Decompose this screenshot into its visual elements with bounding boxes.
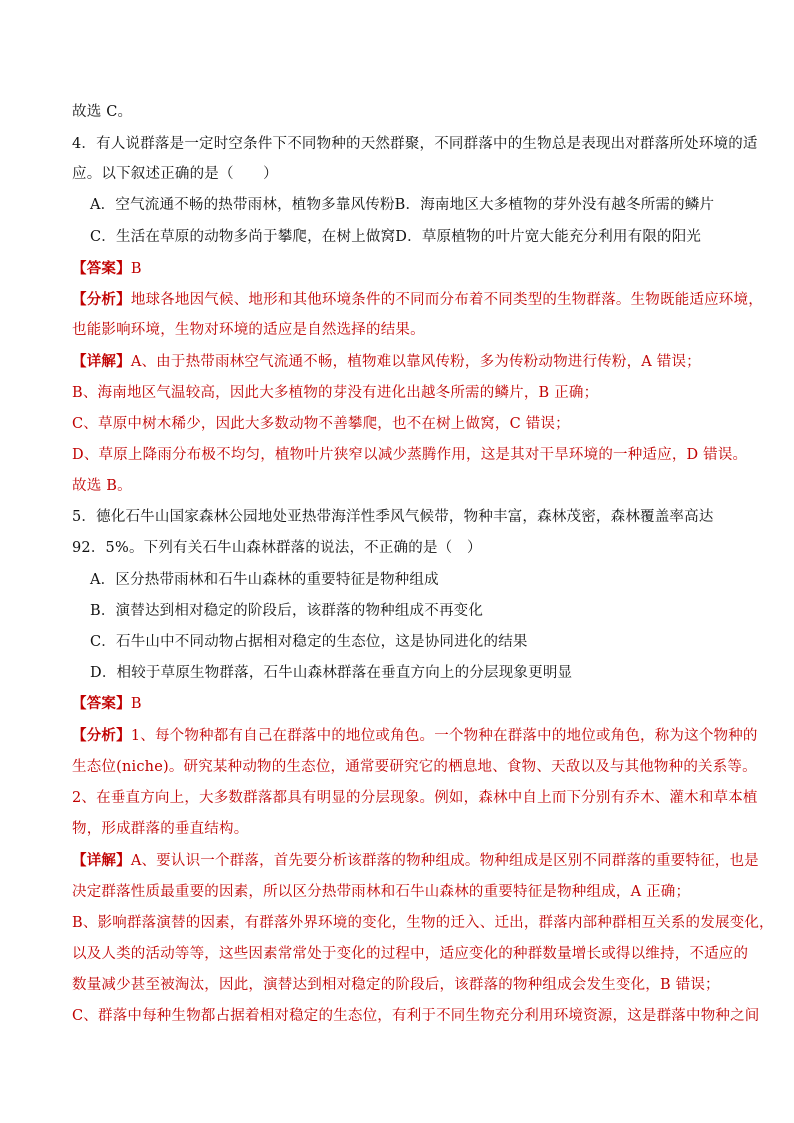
detail-text: A、由于热带雨林空气流通不畅，植物难以靠风传粉，多为传粉动物进行传粉，A 错误； — [130, 354, 701, 370]
text-line: 故选 C。 — [72, 104, 133, 120]
option-d: D．草原植物的叶片宽大能充分利用有限的阳光 — [395, 229, 702, 245]
detail-text-c: C、草原中树木稀少，因此大多数动物不善攀爬，也不在树上做窝，C 错误； — [72, 416, 570, 432]
analysis-line — [72, 290, 763, 310]
answer-tag: 【答案】 — [72, 695, 131, 712]
option-c: C．石牛山中不同动物占据相对稳定的生态位，这是协同进化的结果 — [90, 634, 528, 650]
analysis-tag: 【分析】 — [72, 291, 131, 308]
analysis-text-cont: 物，形成群落的垂直结构。 — [72, 821, 249, 837]
detail-text: A、要认识一个群落，首先要分析该群落的物种组成。物种组成是区别不同群落的重要特征，也是 — [130, 853, 759, 869]
detail-line — [72, 352, 744, 372]
detail-text-d: D、草原上降雨分布极不均匀，植物叶片狭窄以减少蒸腾作用，这是其对干旱环境的一种适应，D 错误。 — [72, 447, 748, 463]
detail-text-c: C、群落中每种生物都占据着相对稳定的生态位，有利于不同生物充分利用环境资源，这是群落中物种之间 — [72, 1008, 760, 1024]
option-b: B．海南地区大多植物的芽外没有越冬所需的鳞片 — [394, 197, 715, 213]
option-d: D．相较于草原生物群落，石牛山森林群落在垂直方向上的分层现象更明显 — [90, 665, 573, 681]
detail-text-cont: 数量减少甚至被淘汰，因此，演替达到相对稳定的阶段后，该群落的物种组成会发生变化，B 错误； — [72, 977, 720, 993]
detail-line — [72, 851, 759, 871]
option-b: B．演替达到相对稳定的阶段后，该群落的物种组成不再变化 — [90, 603, 484, 619]
analysis-line — [72, 726, 758, 746]
analysis-text: 1、每个物种都有自己在群落中的地位或角色。一个物种在群落中的地位或角色，称为这个物种的 — [130, 728, 758, 744]
analysis-text-cont: 2、在垂直方向上，大多数群落都具有明显的分层现象。例如，森林中自上而下分别有乔木、灌木和草本植 — [72, 790, 758, 806]
detail-tag: 【详解】 — [72, 353, 131, 370]
detail-text-cont: 以及人类的活动等等，这些因素常常处于变化的过程中，适应变化的种群数量增长或得以维持，不适应的 — [72, 946, 749, 962]
analysis-tag: 【分析】 — [72, 727, 131, 744]
analysis-text-cont: 生态位(niche)。研究某种动物的生态位，通常要研究它的栖息地、食物、天敌以及与其他物种的关系等。 — [72, 759, 757, 775]
question-4-options-cd — [90, 227, 744, 247]
analysis-text-cont: 也能影响环境，生物对环境的适应是自然选择的结果。 — [72, 322, 425, 338]
answer-value: B — [130, 696, 142, 712]
question-5-stem-cont: 92．5%。下列有关石牛山森林群落的说法，不正确的是（ ） — [72, 540, 482, 556]
question-4-options-ab — [90, 195, 744, 215]
detail-conclusion: 故选 B。 — [72, 478, 132, 494]
detail-tag: 【详解】 — [72, 852, 131, 869]
question-5-stem: 5．德化石牛山国家森林公园地处亚热带海洋性季风气候带，物种丰富，森林茂密，森林覆盖率高达 — [72, 509, 714, 525]
detail-text-cont: 决定群落性质最重要的因素，所以区分热带雨林和石牛山森林的重要特征是物种组成，A 正确； — [72, 884, 691, 900]
option-a: A．区分热带雨林和石牛山森林的重要特征是物种组成 — [90, 572, 439, 588]
option-c: C．生活在草原的动物多尚于攀爬，在树上做窝 — [90, 229, 396, 245]
question-4-stem: 4．有人说群落是一定时空条件下不同物种的天然群聚，不同群落中的生物总是表现出对群落所处环境的适 — [72, 136, 758, 152]
answer-line — [72, 259, 744, 279]
detail-text-b: B、影响群落演替的因素，有群落外界环境的变化，生物的迁入、迁出，群落内部种群相互关系的发展变化， — [72, 915, 774, 931]
analysis-text: 地球各地因气候、地形和其他环境条件的不同而分布着不同类型的生物群落。生物既能适应环境， — [130, 292, 763, 308]
answer-value: B — [130, 261, 142, 277]
answer-tag: 【答案】 — [72, 260, 131, 277]
question-4-stem-cont: 应。以下叙述正确的是（ ） — [72, 166, 278, 182]
answer-line — [72, 694, 744, 714]
option-a: A．空气流通不畅的热带雨林，植物多靠风传粉 — [90, 197, 395, 213]
detail-text-b: B、海南地区气温较高，因此大多植物的芽没有进化出越冬所需的鳞片，B 正确； — [72, 385, 599, 401]
